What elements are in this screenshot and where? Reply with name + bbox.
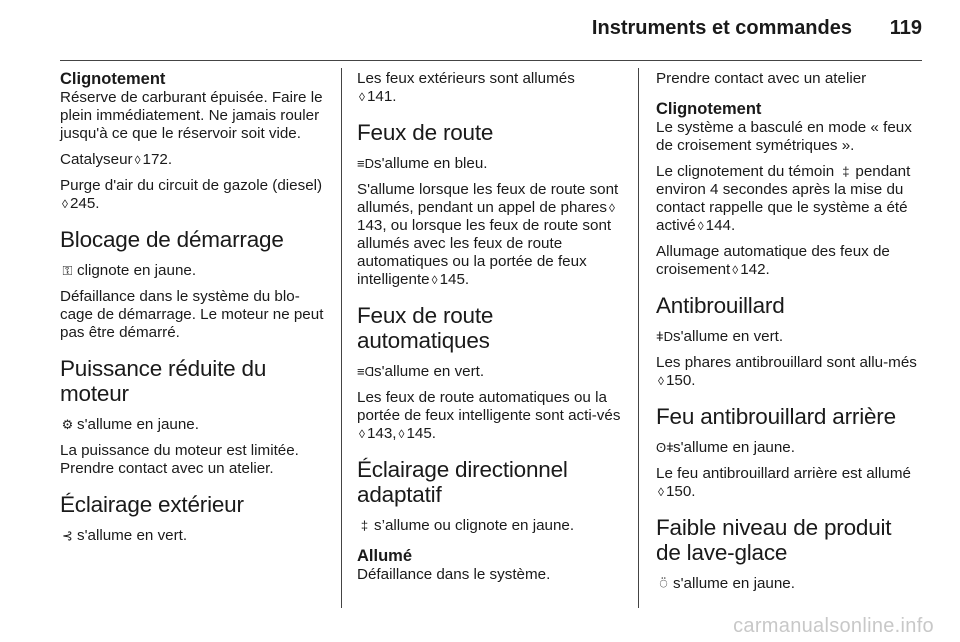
column-divider: [638, 68, 639, 608]
immobilizer-icon: ⚿: [62, 263, 73, 278]
rear-fog-icon: ʘǂ: [656, 440, 674, 455]
page-reference[interactable]: 143,: [366, 425, 397, 442]
heading-feu-antibrouillard-arriere: Feu antibrouillard arrière: [656, 404, 896, 429]
page-reference[interactable]: 172.: [142, 151, 173, 168]
paragraph: [60, 177, 326, 213]
paragraph: [656, 163, 922, 235]
page-reference[interactable]: 145.: [406, 425, 436, 442]
text: Le feu antibrouillard arrière est allumé: [656, 465, 911, 482]
heading-puissance-reduite: Puissance réduite du moteur: [60, 356, 267, 406]
page-reference[interactable]: 150.: [665, 372, 696, 389]
heading-feux-route-auto: Feux de route automatiques: [357, 303, 494, 353]
paragraph: [357, 389, 625, 443]
paragraph: [656, 465, 922, 501]
paragraph: [357, 363, 625, 381]
heading-feux-de-route: Feux de route: [357, 120, 494, 145]
column-1: [60, 70, 326, 553]
reference-arrow-icon: ◊: [62, 197, 68, 211]
page-reference[interactable]: 144.: [705, 217, 736, 234]
reference-arrow-icon: ◊: [398, 427, 405, 441]
text: Les phares antibrouillard sont allu-més: [656, 354, 917, 371]
paragraph: [656, 328, 922, 346]
reference-arrow-icon: ◊: [658, 485, 664, 499]
page-reference[interactable]: 141.: [366, 88, 397, 105]
reference-arrow-icon: ◊: [697, 219, 704, 233]
subheading-allume: Allumé: [357, 547, 413, 565]
paragraph: [656, 575, 922, 593]
paragraph: [656, 354, 922, 390]
page-header: [60, 0, 922, 61]
text: S'allume lorsque les feux de route sont allumés, pendant un appel de phares: [357, 181, 619, 216]
adaptive-lighting-icon: ‡: [842, 164, 850, 179]
paragraph: [357, 70, 625, 106]
page-reference[interactable]: 245.: [69, 195, 100, 212]
paragraph: [60, 262, 326, 280]
reference-arrow-icon: ◊: [732, 263, 739, 277]
text: Le clignotement du témoin: [656, 163, 835, 180]
watermark: carmanualsonline.info: [733, 615, 934, 637]
header-title: Instruments et commandes: [591, 17, 852, 39]
paragraph: [60, 151, 326, 169]
reference-arrow-icon: ◊: [608, 201, 615, 215]
paragraph: [357, 155, 625, 173]
heading-eclairage-directionnel: Éclairage directionnel adaptatif: [357, 457, 568, 507]
high-beam-icon: ≡D: [357, 156, 374, 171]
heading-blocage-demarrage: Blocage de démarrage: [60, 227, 284, 252]
paragraph: [357, 517, 625, 535]
paragraph: Défaillance dans le système.: [357, 566, 551, 583]
text: s'allume en vert.: [374, 363, 485, 380]
text: Catalyseur: [60, 151, 133, 168]
washer-fluid-icon: ⍥: [659, 576, 668, 591]
paragraph: [60, 527, 326, 545]
subheading-clignotement: Clignotement: [656, 100, 762, 118]
paragraph: Défaillance dans le système du blo-cage de démarrage. Le moteur ne peut pas être démarré.: [60, 288, 324, 341]
engine-icon: ⚙: [61, 417, 74, 432]
adaptive-lighting-icon: ‡: [360, 518, 369, 533]
paragraph: Le système a basculé en mode « feux de croisement symétriques ».: [656, 119, 912, 154]
text: s'allume en vert.: [673, 328, 784, 345]
front-fog-icon: ǂD: [656, 329, 673, 344]
paragraph: [357, 181, 625, 289]
paragraph: La puissance du moteur est limitée. Prendre contact avec un atelier.: [60, 442, 299, 477]
reference-arrow-icon: ◊: [658, 374, 664, 388]
column-3: [656, 70, 922, 601]
text: s’allume ou clignote en jaune.: [374, 517, 575, 534]
text: s'allume en jaune.: [673, 575, 795, 592]
paragraph: Réserve de carburant épuisée. Faire le plein immédiatement. Ne jamais rouler jusqu'à ce que le réservoir soit vide.: [60, 89, 323, 142]
text: clignote en jaune.: [77, 262, 197, 279]
text: s'allume en bleu.: [374, 155, 488, 172]
subheading-clignotement: Clignotement: [60, 70, 166, 88]
page-reference[interactable]: 145.: [439, 271, 470, 288]
reference-arrow-icon: ◊: [431, 273, 438, 287]
auto-high-beam-icon: ≡Ɑ: [357, 364, 375, 379]
paragraph: [60, 416, 326, 434]
column-2: [357, 70, 625, 592]
text: pendant environ 4 secondes après la mise du contact rappelle que le système a été activé: [656, 163, 911, 234]
text: Purge d'air du circuit de gazole (diesel): [60, 177, 323, 194]
exterior-lights-icon: ⊰: [62, 528, 73, 543]
page-number: 119: [889, 17, 922, 39]
text: s'allume en vert.: [77, 527, 188, 544]
page-reference[interactable]: 150.: [665, 483, 696, 500]
text: Allumage automatique des feux de croisement: [656, 243, 890, 278]
column-divider: [341, 68, 342, 608]
heading-antibrouillard: Antibrouillard: [656, 293, 785, 318]
paragraph: [656, 243, 922, 279]
text: Les feux extérieurs sont allumés: [357, 70, 575, 87]
reference-arrow-icon: ◊: [359, 90, 365, 104]
text: Les feux de route automatiques ou la portée de feux intelligente sont acti-vés: [357, 389, 621, 424]
reference-arrow-icon: ◊: [359, 427, 365, 441]
page-reference[interactable]: 143, ou lorsque les feux de route sont allumés avec les feux de route automatiques ou la portée de feux intelligente: [357, 217, 612, 288]
text: s'allume en jaune.: [77, 416, 199, 433]
text: s'allume en jaune.: [673, 439, 795, 456]
heading-lave-glace: Faible niveau de produit de lave-glace: [656, 515, 892, 565]
paragraph: Prendre contact avec un atelier: [656, 70, 867, 87]
page-reference[interactable]: 142.: [740, 261, 770, 278]
reference-arrow-icon: ◊: [134, 153, 141, 167]
heading-eclairage-exterieur: Éclairage extérieur: [60, 492, 244, 517]
paragraph: [656, 439, 922, 457]
